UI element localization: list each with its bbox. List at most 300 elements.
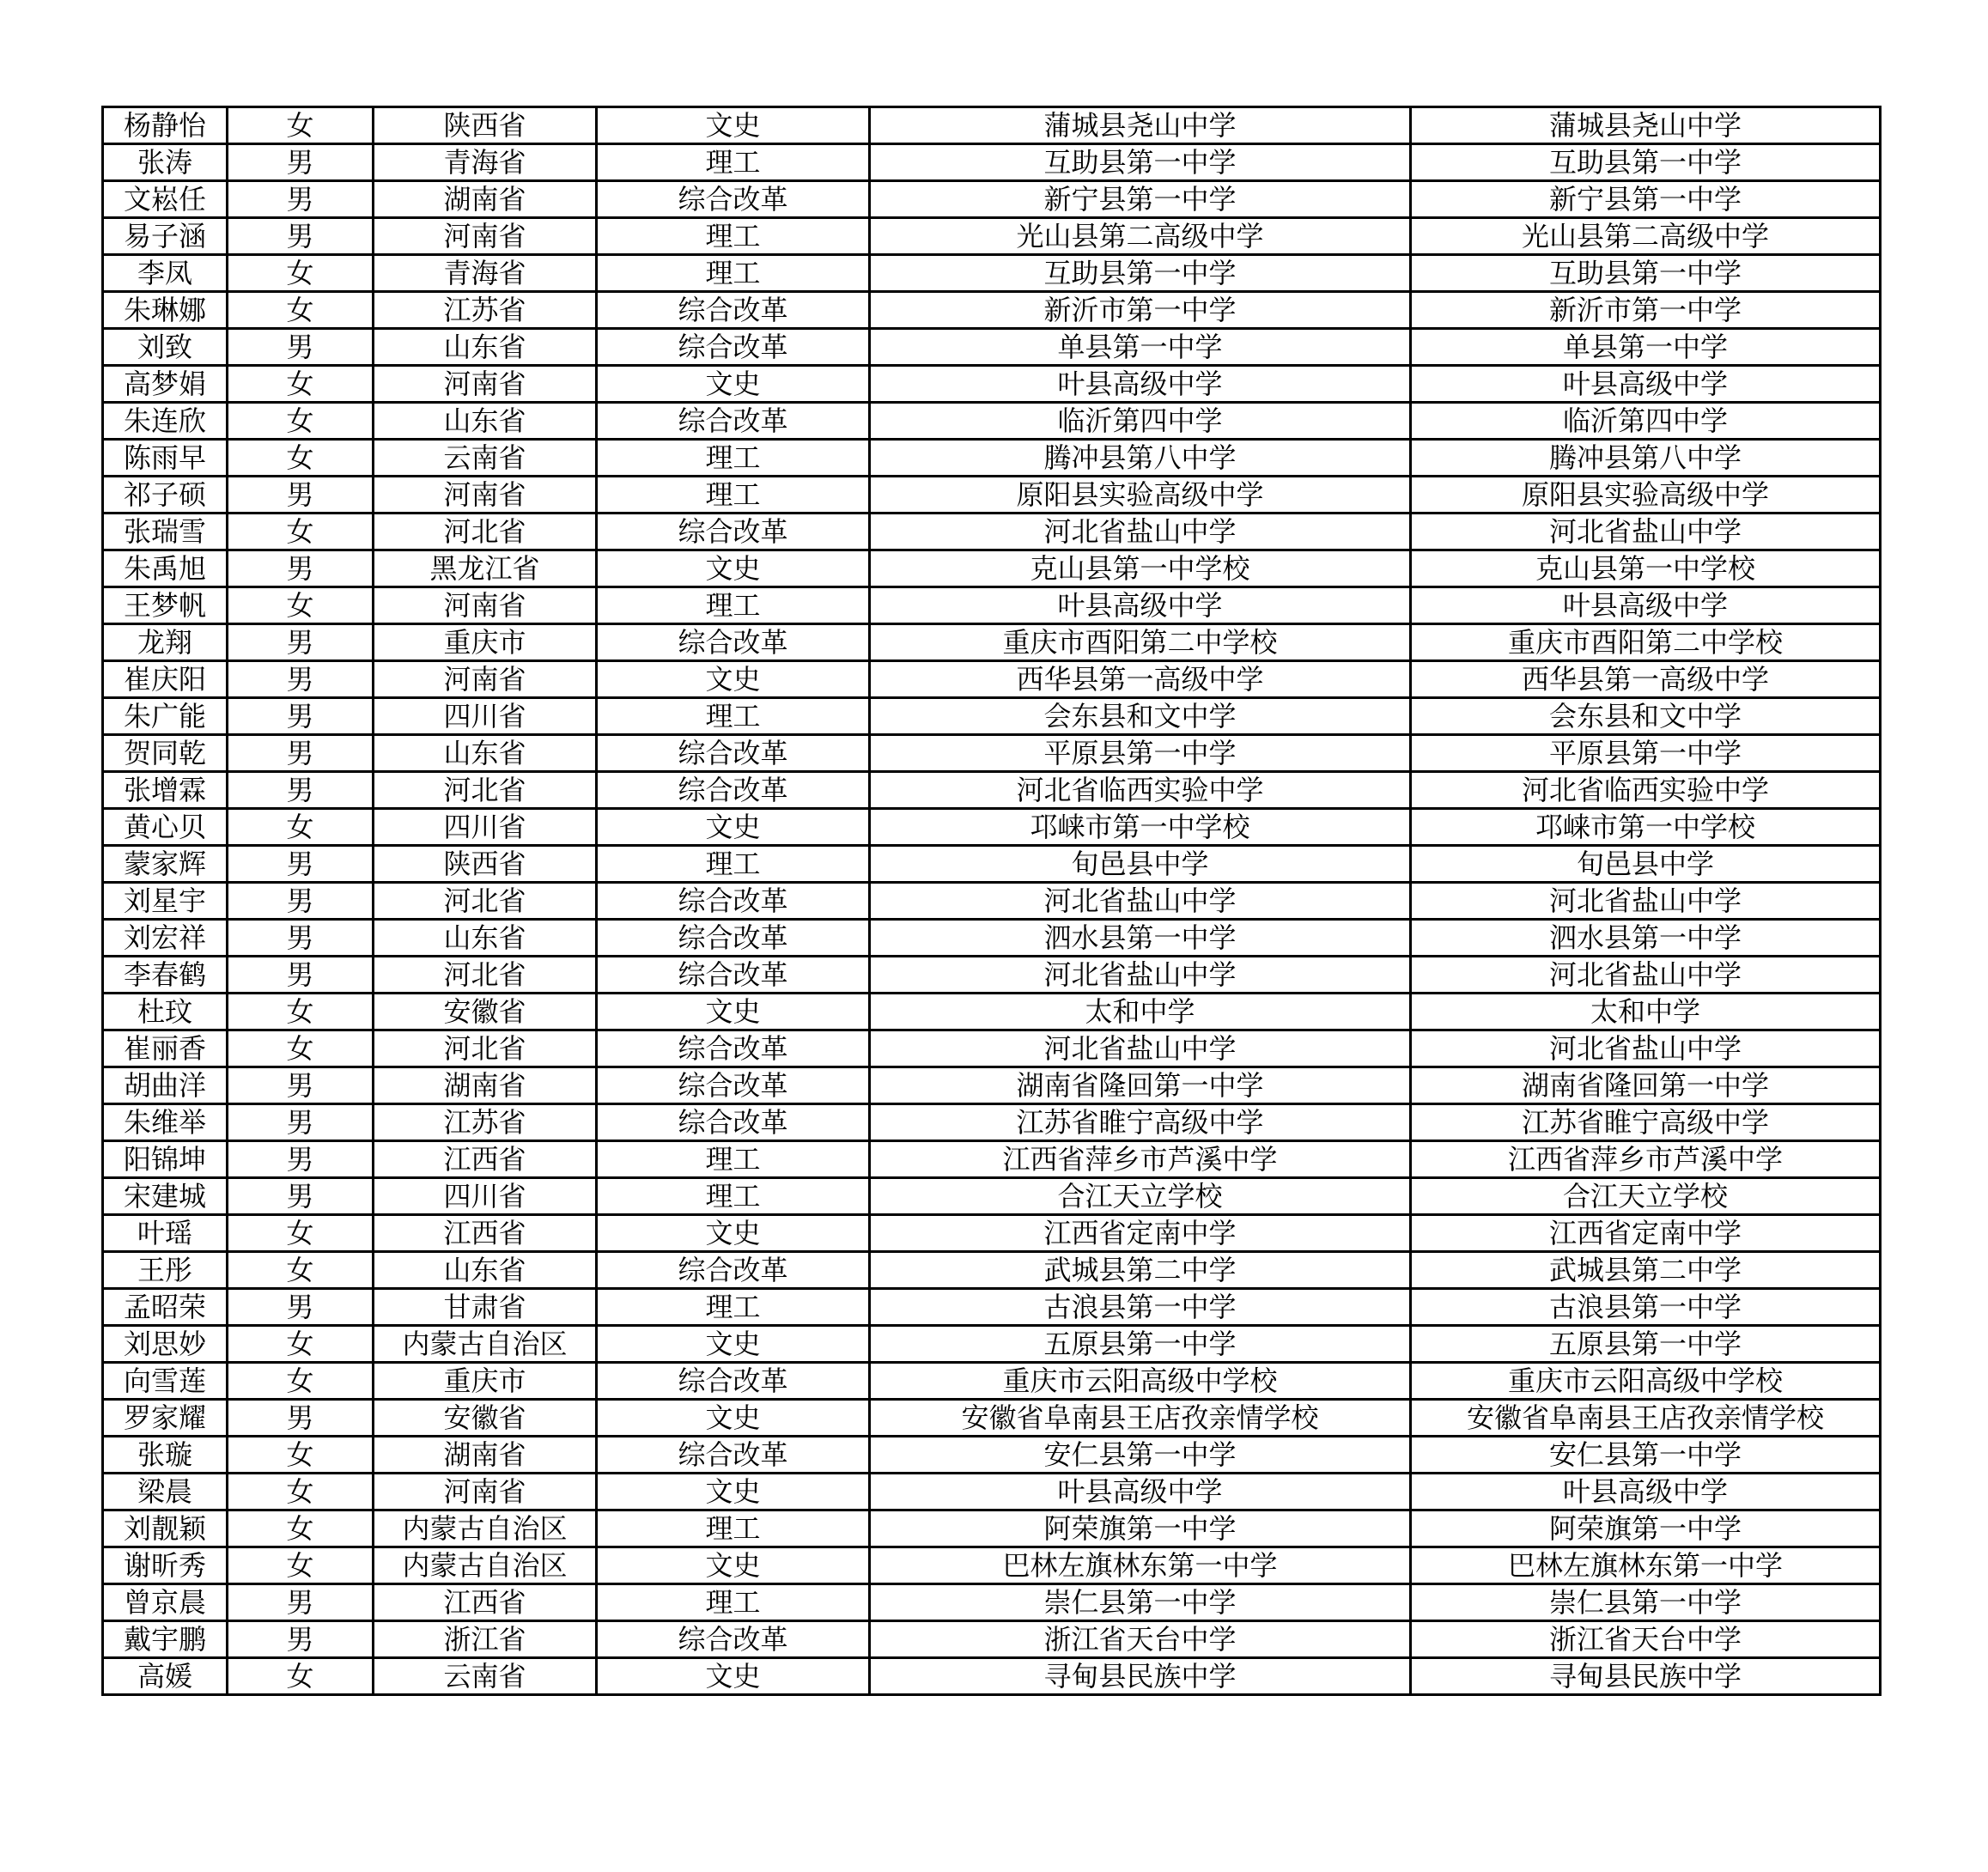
- province-cell: 重庆市: [374, 1363, 597, 1400]
- gender-cell: 男: [228, 218, 374, 255]
- school-cell-2: 合江天立学校: [1411, 1178, 1881, 1215]
- gender-cell: 男: [228, 1178, 374, 1215]
- name-cell: 陈雨早: [103, 440, 228, 477]
- table-row: [103, 1030, 1881, 1067]
- name-cell: 朱连欣: [103, 403, 228, 440]
- school-cell: 湖南省隆回第一中学: [870, 1067, 1411, 1104]
- gender-cell: 女: [228, 1474, 374, 1510]
- gender-cell: 男: [228, 735, 374, 772]
- school-cell-2: 巴林左旗林东第一中学: [1411, 1547, 1881, 1584]
- category-cell: 文史: [597, 661, 870, 698]
- table-row: [103, 1215, 1881, 1252]
- school-cell: 阿荣旗第一中学: [870, 1510, 1411, 1547]
- category-cell: 理工: [597, 846, 870, 883]
- province-cell: 河北省: [374, 1030, 597, 1067]
- school-cell-2: 西华县第一高级中学: [1411, 661, 1881, 698]
- table-row: [103, 809, 1881, 846]
- school-cell-2: 安仁县第一中学: [1411, 1437, 1881, 1474]
- school-cell-2: 江苏省睢宁高级中学: [1411, 1104, 1881, 1141]
- table-row: [103, 1400, 1881, 1437]
- name-cell: 高媛: [103, 1658, 228, 1695]
- school-cell-2: 河北省盐山中学: [1411, 1030, 1881, 1067]
- school-cell-2: 互助县第一中学: [1411, 255, 1881, 292]
- table-row: [103, 587, 1881, 624]
- gender-cell: 男: [228, 1621, 374, 1658]
- school-cell-2: 新沂市第一中学: [1411, 292, 1881, 329]
- name-cell: 向雪莲: [103, 1363, 228, 1400]
- name-cell: 张涛: [103, 144, 228, 181]
- category-cell: 理工: [597, 440, 870, 477]
- province-cell: 河北省: [374, 883, 597, 920]
- school-cell-2: 古浪县第一中学: [1411, 1289, 1881, 1326]
- name-cell: 罗家耀: [103, 1400, 228, 1437]
- category-cell: 理工: [597, 255, 870, 292]
- province-cell: 陕西省: [374, 107, 597, 144]
- category-cell: 理工: [597, 218, 870, 255]
- school-cell-2: 临沂第四中学: [1411, 403, 1881, 440]
- school-cell: 原阳县实验高级中学: [870, 477, 1411, 514]
- province-cell: 湖南省: [374, 1437, 597, 1474]
- name-cell: 张璇: [103, 1437, 228, 1474]
- name-cell: 崔庆阳: [103, 661, 228, 698]
- table-row: [103, 1141, 1881, 1178]
- category-cell: 文史: [597, 1547, 870, 1584]
- name-cell: 杨静怡: [103, 107, 228, 144]
- school-cell: 叶县高级中学: [870, 587, 1411, 624]
- school-cell-2: 江西省萍乡市芦溪中学: [1411, 1141, 1881, 1178]
- school-cell: 河北省盐山中学: [870, 514, 1411, 550]
- name-cell: 阳锦坤: [103, 1141, 228, 1178]
- table-row: [103, 1289, 1881, 1326]
- category-cell: 综合改革: [597, 1363, 870, 1400]
- province-cell: 安徽省: [374, 1400, 597, 1437]
- table-row: [103, 1067, 1881, 1104]
- category-cell: 综合改革: [597, 1104, 870, 1141]
- name-cell: 叶瑶: [103, 1215, 228, 1252]
- school-cell-2: 蒲城县尧山中学: [1411, 107, 1881, 144]
- province-cell: 云南省: [374, 1658, 597, 1695]
- gender-cell: 女: [228, 366, 374, 403]
- gender-cell: 男: [228, 1141, 374, 1178]
- name-cell: 刘靓颖: [103, 1510, 228, 1547]
- table-row: [103, 1621, 1881, 1658]
- school-cell: 互助县第一中学: [870, 144, 1411, 181]
- table-row: [103, 218, 1881, 255]
- name-cell: 易子涵: [103, 218, 228, 255]
- gender-cell: 女: [228, 1658, 374, 1695]
- table-row: [103, 772, 1881, 809]
- school-cell: 重庆市云阳高级中学校: [870, 1363, 1411, 1400]
- table-row: [103, 255, 1881, 292]
- category-cell: 文史: [597, 107, 870, 144]
- gender-cell: 女: [228, 994, 374, 1030]
- province-cell: 山东省: [374, 1252, 597, 1289]
- category-cell: 综合改革: [597, 329, 870, 366]
- name-cell: 朱广能: [103, 698, 228, 735]
- gender-cell: 女: [228, 1326, 374, 1363]
- school-cell: 临沂第四中学: [870, 403, 1411, 440]
- name-cell: 杜玟: [103, 994, 228, 1030]
- school-cell: 河北省盐山中学: [870, 957, 1411, 994]
- school-cell-2: 叶县高级中学: [1411, 366, 1881, 403]
- category-cell: 综合改革: [597, 514, 870, 550]
- category-cell: 综合改革: [597, 883, 870, 920]
- gender-cell: 男: [228, 698, 374, 735]
- school-cell-2: 太和中学: [1411, 994, 1881, 1030]
- province-cell: 河南省: [374, 366, 597, 403]
- table-row: [103, 624, 1881, 661]
- province-cell: 青海省: [374, 255, 597, 292]
- table-row: [103, 1584, 1881, 1621]
- province-cell: 云南省: [374, 440, 597, 477]
- category-cell: 理工: [597, 1510, 870, 1547]
- name-cell: 曾京晨: [103, 1584, 228, 1621]
- gender-cell: 女: [228, 107, 374, 144]
- school-cell-2: 叶县高级中学: [1411, 1474, 1881, 1510]
- school-cell: 叶县高级中学: [870, 1474, 1411, 1510]
- school-cell: 安徽省阜南县王店孜亲情学校: [870, 1400, 1411, 1437]
- table-row: [103, 661, 1881, 698]
- table-row: [103, 440, 1881, 477]
- student-table: [101, 106, 1882, 1696]
- school-cell: 叶县高级中学: [870, 366, 1411, 403]
- name-cell: 黄心贝: [103, 809, 228, 846]
- table-row: [103, 1474, 1881, 1510]
- table-row: [103, 1363, 1881, 1400]
- category-cell: 文史: [597, 366, 870, 403]
- table-row: [103, 366, 1881, 403]
- province-cell: 内蒙古自治区: [374, 1547, 597, 1584]
- province-cell: 四川省: [374, 809, 597, 846]
- school-cell: 巴林左旗林东第一中学: [870, 1547, 1411, 1584]
- school-cell: 太和中学: [870, 994, 1411, 1030]
- school-cell: 邛崃市第一中学校: [870, 809, 1411, 846]
- province-cell: 内蒙古自治区: [374, 1326, 597, 1363]
- category-cell: 综合改革: [597, 624, 870, 661]
- category-cell: 综合改革: [597, 1252, 870, 1289]
- gender-cell: 男: [228, 329, 374, 366]
- category-cell: 文史: [597, 1400, 870, 1437]
- name-cell: 刘思妙: [103, 1326, 228, 1363]
- category-cell: 综合改革: [597, 772, 870, 809]
- school-cell-2: 新宁县第一中学: [1411, 181, 1881, 218]
- name-cell: 王梦帆: [103, 587, 228, 624]
- province-cell: 重庆市: [374, 624, 597, 661]
- name-cell: 贺同乾: [103, 735, 228, 772]
- province-cell: 河北省: [374, 514, 597, 550]
- category-cell: 文史: [597, 1326, 870, 1363]
- category-cell: 综合改革: [597, 1030, 870, 1067]
- gender-cell: 女: [228, 255, 374, 292]
- name-cell: 张瑞雪: [103, 514, 228, 550]
- school-cell: 互助县第一中学: [870, 255, 1411, 292]
- school-cell-2: 腾冲县第八中学: [1411, 440, 1881, 477]
- gender-cell: 男: [228, 883, 374, 920]
- province-cell: 河北省: [374, 957, 597, 994]
- name-cell: 张增霖: [103, 772, 228, 809]
- name-cell: 文崧任: [103, 181, 228, 218]
- table-row: [103, 920, 1881, 957]
- school-cell-2: 河北省盐山中学: [1411, 957, 1881, 994]
- school-cell: 合江天立学校: [870, 1178, 1411, 1215]
- table-row: [103, 994, 1881, 1030]
- province-cell: 山东省: [374, 735, 597, 772]
- table-row: [103, 107, 1881, 144]
- category-cell: 理工: [597, 1178, 870, 1215]
- school-cell-2: 原阳县实验高级中学: [1411, 477, 1881, 514]
- province-cell: 甘肃省: [374, 1289, 597, 1326]
- name-cell: 谢昕秀: [103, 1547, 228, 1584]
- school-cell: 江西省萍乡市芦溪中学: [870, 1141, 1411, 1178]
- school-cell-2: 重庆市酉阳第二中学校: [1411, 624, 1881, 661]
- school-cell-2: 河北省临西实验中学: [1411, 772, 1881, 809]
- table-row: [103, 144, 1881, 181]
- table-row: [103, 883, 1881, 920]
- table-body: [103, 107, 1881, 1695]
- school-cell: 崇仁县第一中学: [870, 1584, 1411, 1621]
- school-cell: 旬邑县中学: [870, 846, 1411, 883]
- school-cell-2: 湖南省隆回第一中学: [1411, 1067, 1881, 1104]
- school-cell-2: 阿荣旗第一中学: [1411, 1510, 1881, 1547]
- category-cell: 综合改革: [597, 1437, 870, 1474]
- school-cell-2: 泗水县第一中学: [1411, 920, 1881, 957]
- gender-cell: 女: [228, 1510, 374, 1547]
- table-row: [103, 403, 1881, 440]
- school-cell: 光山县第二高级中学: [870, 218, 1411, 255]
- gender-cell: 男: [228, 1584, 374, 1621]
- name-cell: 李凤: [103, 255, 228, 292]
- category-cell: 理工: [597, 1141, 870, 1178]
- school-cell: 河北省盐山中学: [870, 883, 1411, 920]
- gender-cell: 女: [228, 514, 374, 550]
- school-cell: 泗水县第一中学: [870, 920, 1411, 957]
- school-cell-2: 河北省盐山中学: [1411, 883, 1881, 920]
- school-cell-2: 重庆市云阳高级中学校: [1411, 1363, 1881, 1400]
- name-cell: 宋建城: [103, 1178, 228, 1215]
- province-cell: 江西省: [374, 1141, 597, 1178]
- gender-cell: 女: [228, 1363, 374, 1400]
- gender-cell: 男: [228, 144, 374, 181]
- gender-cell: 女: [228, 587, 374, 624]
- gender-cell: 女: [228, 1437, 374, 1474]
- gender-cell: 女: [228, 1215, 374, 1252]
- province-cell: 四川省: [374, 698, 597, 735]
- province-cell: 山东省: [374, 403, 597, 440]
- table-row: [103, 1658, 1881, 1695]
- category-cell: 综合改革: [597, 181, 870, 218]
- name-cell: 李春鹤: [103, 957, 228, 994]
- table-row: [103, 846, 1881, 883]
- gender-cell: 男: [228, 957, 374, 994]
- school-cell: 古浪县第一中学: [870, 1289, 1411, 1326]
- school-cell-2: 单县第一中学: [1411, 329, 1881, 366]
- gender-cell: 女: [228, 1030, 374, 1067]
- province-cell: 河南省: [374, 218, 597, 255]
- school-cell: 武城县第二中学: [870, 1252, 1411, 1289]
- gender-cell: 女: [228, 292, 374, 329]
- gender-cell: 男: [228, 624, 374, 661]
- category-cell: 理工: [597, 477, 870, 514]
- school-cell: 克山县第一中学校: [870, 550, 1411, 587]
- school-cell-2: 旬邑县中学: [1411, 846, 1881, 883]
- school-cell: 浙江省天台中学: [870, 1621, 1411, 1658]
- category-cell: 文史: [597, 1658, 870, 1695]
- school-cell-2: 会东县和文中学: [1411, 698, 1881, 735]
- school-cell-2: 光山县第二高级中学: [1411, 218, 1881, 255]
- category-cell: 理工: [597, 587, 870, 624]
- school-cell-2: 叶县高级中学: [1411, 587, 1881, 624]
- province-cell: 湖南省: [374, 1067, 597, 1104]
- name-cell: 梁晨: [103, 1474, 228, 1510]
- school-cell: 西华县第一高级中学: [870, 661, 1411, 698]
- school-cell: 新沂市第一中学: [870, 292, 1411, 329]
- school-cell: 江西省定南中学: [870, 1215, 1411, 1252]
- gender-cell: 男: [228, 181, 374, 218]
- name-cell: 崔丽香: [103, 1030, 228, 1067]
- school-cell-2: 克山县第一中学校: [1411, 550, 1881, 587]
- school-cell: 河北省临西实验中学: [870, 772, 1411, 809]
- province-cell: 湖南省: [374, 181, 597, 218]
- name-cell: 戴宇鹏: [103, 1621, 228, 1658]
- category-cell: 理工: [597, 1289, 870, 1326]
- gender-cell: 男: [228, 477, 374, 514]
- school-cell: 单县第一中学: [870, 329, 1411, 366]
- table-row: [103, 329, 1881, 366]
- gender-cell: 女: [228, 809, 374, 846]
- province-cell: 四川省: [374, 1178, 597, 1215]
- school-cell: 寻甸县民族中学: [870, 1658, 1411, 1695]
- name-cell: 孟昭荣: [103, 1289, 228, 1326]
- school-cell-2: 互助县第一中学: [1411, 144, 1881, 181]
- province-cell: 浙江省: [374, 1621, 597, 1658]
- gender-cell: 男: [228, 661, 374, 698]
- table-row: [103, 1104, 1881, 1141]
- school-cell: 重庆市酉阳第二中学校: [870, 624, 1411, 661]
- table-row: [103, 1437, 1881, 1474]
- school-cell: 江苏省睢宁高级中学: [870, 1104, 1411, 1141]
- category-cell: 文史: [597, 1474, 870, 1510]
- province-cell: 江苏省: [374, 1104, 597, 1141]
- province-cell: 河南省: [374, 661, 597, 698]
- gender-cell: 男: [228, 1289, 374, 1326]
- gender-cell: 男: [228, 1104, 374, 1141]
- gender-cell: 女: [228, 403, 374, 440]
- name-cell: 祁子硕: [103, 477, 228, 514]
- school-cell-2: 崇仁县第一中学: [1411, 1584, 1881, 1621]
- table-row: [103, 1510, 1881, 1547]
- gender-cell: 男: [228, 920, 374, 957]
- province-cell: 山东省: [374, 329, 597, 366]
- province-cell: 河南省: [374, 587, 597, 624]
- category-cell: 综合改革: [597, 1621, 870, 1658]
- school-cell: 平原县第一中学: [870, 735, 1411, 772]
- table-row: [103, 1178, 1881, 1215]
- school-cell: 河北省盐山中学: [870, 1030, 1411, 1067]
- table-row: [103, 1252, 1881, 1289]
- school-cell-2: 五原县第一中学: [1411, 1326, 1881, 1363]
- category-cell: 综合改革: [597, 957, 870, 994]
- category-cell: 理工: [597, 1584, 870, 1621]
- table-row: [103, 550, 1881, 587]
- table-row: [103, 514, 1881, 550]
- province-cell: 陕西省: [374, 846, 597, 883]
- school-cell: 蒲城县尧山中学: [870, 107, 1411, 144]
- gender-cell: 男: [228, 1067, 374, 1104]
- table-row: [103, 1547, 1881, 1584]
- school-cell-2: 安徽省阜南县王店孜亲情学校: [1411, 1400, 1881, 1437]
- category-cell: 文史: [597, 809, 870, 846]
- gender-cell: 女: [228, 1252, 374, 1289]
- category-cell: 综合改革: [597, 1067, 870, 1104]
- gender-cell: 女: [228, 1547, 374, 1584]
- name-cell: 朱琳娜: [103, 292, 228, 329]
- name-cell: 王彤: [103, 1252, 228, 1289]
- name-cell: 蒙家辉: [103, 846, 228, 883]
- category-cell: 综合改革: [597, 292, 870, 329]
- school-cell-2: 寻甸县民族中学: [1411, 1658, 1881, 1695]
- category-cell: 综合改革: [597, 403, 870, 440]
- table-row: [103, 957, 1881, 994]
- name-cell: 刘宏祥: [103, 920, 228, 957]
- name-cell: 高梦娟: [103, 366, 228, 403]
- table-row: [103, 292, 1881, 329]
- name-cell: 龙翔: [103, 624, 228, 661]
- gender-cell: 男: [228, 846, 374, 883]
- category-cell: 理工: [597, 144, 870, 181]
- province-cell: 青海省: [374, 144, 597, 181]
- province-cell: 江西省: [374, 1215, 597, 1252]
- gender-cell: 女: [228, 440, 374, 477]
- name-cell: 刘星宇: [103, 883, 228, 920]
- school-cell-2: 江西省定南中学: [1411, 1215, 1881, 1252]
- gender-cell: 男: [228, 550, 374, 587]
- category-cell: 文史: [597, 1215, 870, 1252]
- school-cell-2: 浙江省天台中学: [1411, 1621, 1881, 1658]
- table-row: [103, 477, 1881, 514]
- name-cell: 朱维举: [103, 1104, 228, 1141]
- school-cell: 会东县和文中学: [870, 698, 1411, 735]
- school-cell: 五原县第一中学: [870, 1326, 1411, 1363]
- province-cell: 河南省: [374, 477, 597, 514]
- gender-cell: 男: [228, 1400, 374, 1437]
- table-row: [103, 735, 1881, 772]
- category-cell: 综合改革: [597, 920, 870, 957]
- school-cell-2: 武城县第二中学: [1411, 1252, 1881, 1289]
- category-cell: 理工: [597, 698, 870, 735]
- category-cell: 文史: [597, 994, 870, 1030]
- gender-cell: 男: [228, 772, 374, 809]
- name-cell: 朱禹旭: [103, 550, 228, 587]
- province-cell: 山东省: [374, 920, 597, 957]
- province-cell: 江西省: [374, 1584, 597, 1621]
- province-cell: 河南省: [374, 1474, 597, 1510]
- category-cell: 文史: [597, 550, 870, 587]
- name-cell: 刘致: [103, 329, 228, 366]
- province-cell: 江苏省: [374, 292, 597, 329]
- table-row: [103, 1326, 1881, 1363]
- category-cell: 综合改革: [597, 735, 870, 772]
- school-cell-2: 平原县第一中学: [1411, 735, 1881, 772]
- province-cell: 内蒙古自治区: [374, 1510, 597, 1547]
- school-cell: 腾冲县第八中学: [870, 440, 1411, 477]
- school-cell-2: 河北省盐山中学: [1411, 514, 1881, 550]
- school-cell-2: 邛崃市第一中学校: [1411, 809, 1881, 846]
- school-cell: 安仁县第一中学: [870, 1437, 1411, 1474]
- province-cell: 河北省: [374, 772, 597, 809]
- province-cell: 安徽省: [374, 994, 597, 1030]
- table-row: [103, 698, 1881, 735]
- province-cell: 黑龙江省: [374, 550, 597, 587]
